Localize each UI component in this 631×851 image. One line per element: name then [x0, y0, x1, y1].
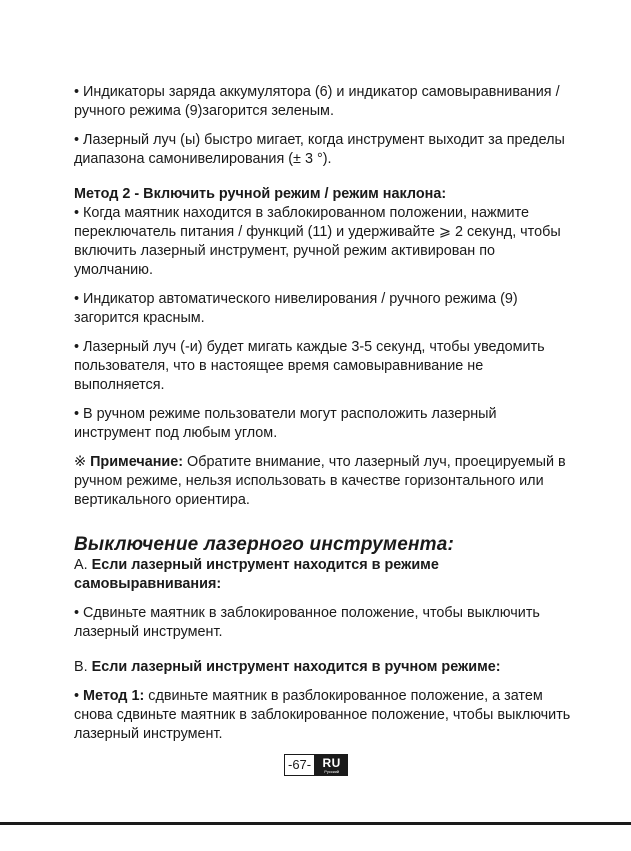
- shutdown-b-method-text: сдвиньте маятник в разблокированное положение, а затем снова сдвиньте маятник в заблокированное положение, чтобы выключить лазерный инструмент.: [74, 688, 571, 742]
- method2-heading: Метод 2 - Включить ручной режим / режим наклона:: [74, 186, 447, 202]
- shutdown-b-bullet: •: [74, 688, 84, 704]
- shutdown-b-heading-text: Если лазерный инструмент находится в ручном режиме:: [91, 659, 501, 675]
- paragraph-laser-blink-interval: • Лазерный луч (-и) будет мигать каждые 3-5 секунд, чтобы уведомить пользователя, что в настоящее время самовыравнивание не выполняется.: [74, 339, 545, 393]
- page-footer: [284, 754, 348, 776]
- shutdown-a-heading-text: Если лазерный инструмент находится в режиме самовыравнивания:: [74, 557, 439, 592]
- shutdown-a-prefix: A.: [74, 557, 92, 573]
- shutdown-b-text: [74, 687, 574, 744]
- note-text: Обратите внимание, что лазерный луч, проецируемый в ручном режиме, нельзя использовать в качестве горизонтального или вертикального ориентира.: [74, 454, 566, 508]
- shutdown-b-prefix: B.: [74, 659, 92, 675]
- paragraph-laser-blink: • Лазерный луч (ы) быстро мигает, когда инструмент выходит за пределы диапазона самонивелирования (± 3 °).: [74, 132, 565, 167]
- shutdown-title: Выключение лазерного инструмента:: [74, 534, 455, 555]
- paragraph-any-angle: • В ручном режиме пользователи могут расположить лазерный инструмент под любым углом.: [74, 406, 497, 441]
- language-code: RU: [322, 755, 341, 770]
- shutdown-a-text: • Сдвиньте маятник в заблокированное положение, чтобы выключить лазерный инструмент.: [74, 605, 540, 640]
- bottom-rule: [0, 822, 631, 825]
- page-content: [74, 83, 574, 744]
- note-label: Примечание:: [90, 454, 184, 470]
- shutdown-b-method-label: Метод 1:: [83, 688, 145, 704]
- paragraph-red-indicator: • Индикатор автоматического нивелирования / ручного режима (9) загорится красным.: [74, 291, 518, 326]
- paragraph-manual-mode-activation: • Когда маятник находится в заблокированном положении, нажмите переключатель питания / функций (11) и удерживайте ⩾ 2 секунд, чтобы включить лазерный инструмент, ручной режим активирован по умолчанию.: [74, 205, 561, 278]
- shutdown-a-heading: [74, 556, 574, 594]
- page-number: -67-: [284, 754, 315, 776]
- paragraph-battery-indicator: • Индикаторы заряда аккумулятора (6) и индикатор самовыравнивания / ручного режима (9)загорится зеленым.: [74, 84, 560, 119]
- shutdown-b-heading: [74, 658, 574, 677]
- language-name: Русский: [324, 768, 340, 774]
- note-mark: ※: [74, 454, 91, 470]
- note-paragraph: [74, 453, 574, 510]
- language-badge: [315, 754, 348, 776]
